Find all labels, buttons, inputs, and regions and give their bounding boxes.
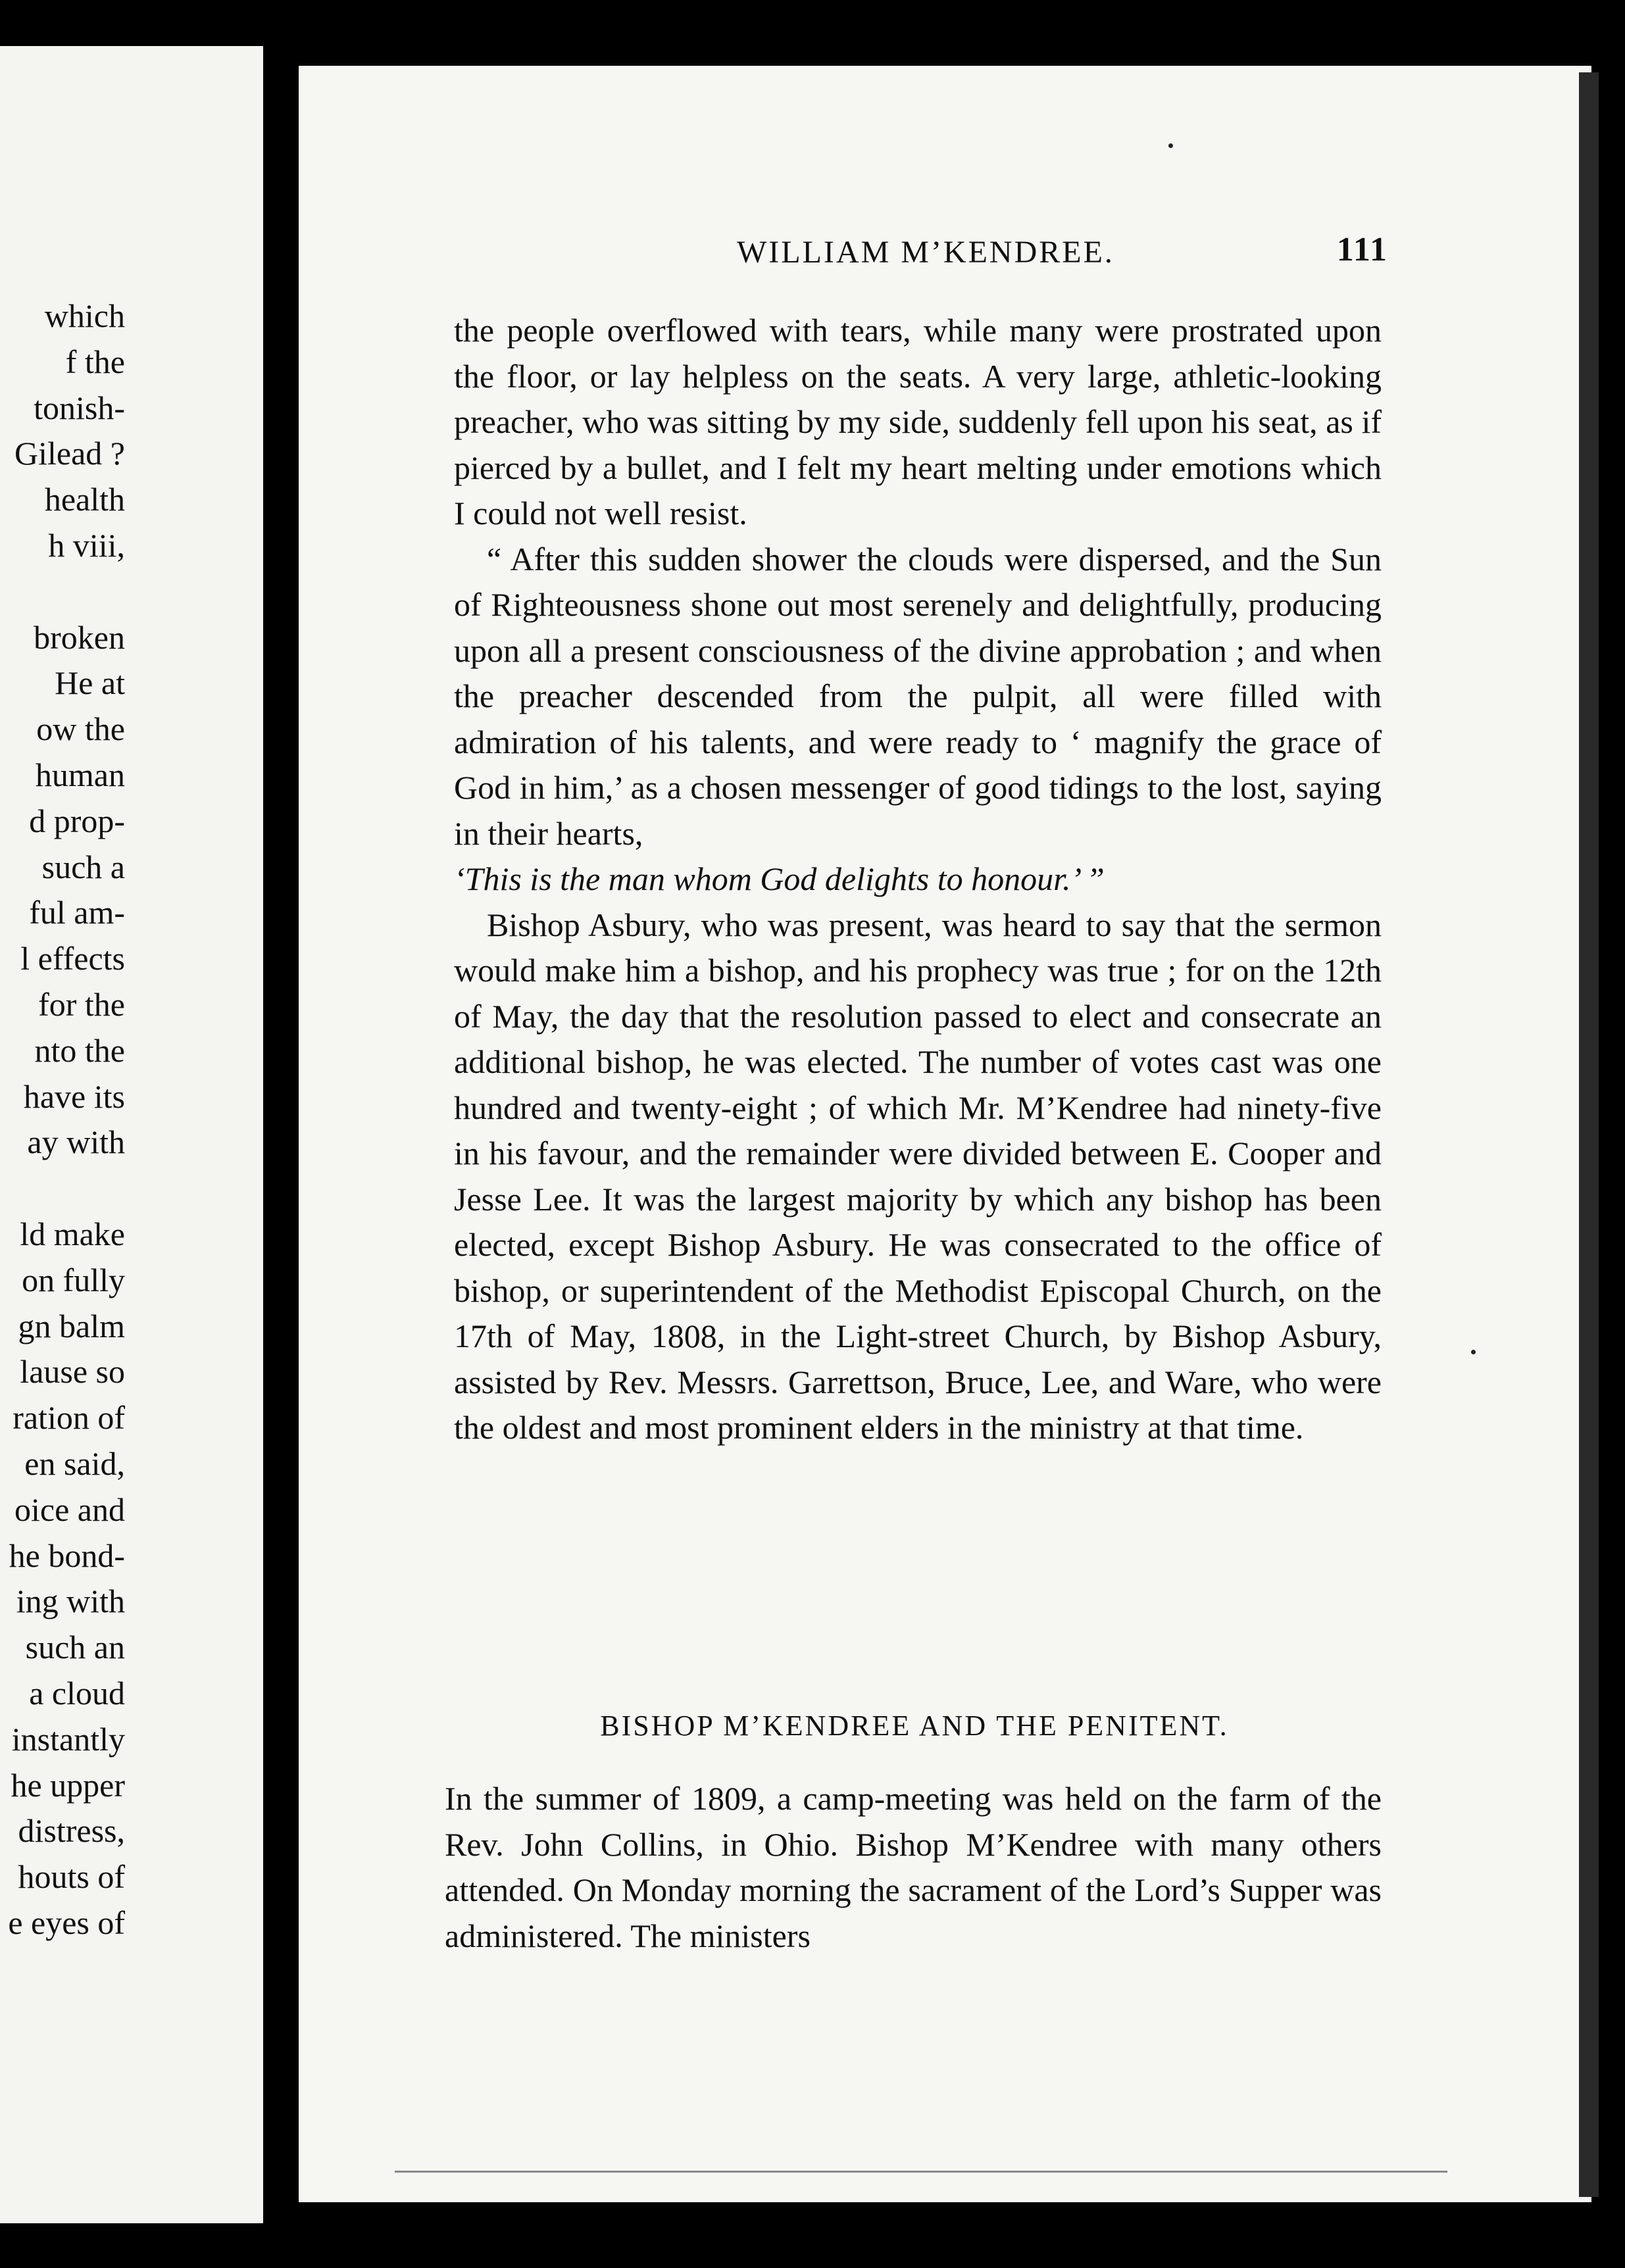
facing-page-text-fragments <box>0 293 125 1946</box>
facing-page-line: a cloud <box>29 1674 125 1712</box>
facing-page-line: d prop- <box>29 802 125 839</box>
facing-page-line: h viii, <box>48 526 125 564</box>
facing-page-line: ay with <box>27 1123 125 1161</box>
section-heading: BISHOP M’KENDREE AND THE PENITENT. <box>600 1710 1229 1742</box>
facing-page-left <box>0 46 263 2223</box>
paragraph-election: Bishop Asbury, who was present, was heard to say that the sermon would make him a bishop, and his prophecy was true ; for on the 12th of May, the day that the resolution passed to elect and consecrate an additional bishop, he was elected. The number of votes cast was one hundred and twenty-eight ; of which Mr. M’Kendree had ninety-five in his favour, and the remainder were divided between E. Cooper and Jesse Lee. It was the largest majority by which any bishop has been elected, except Bishop Asbury. He was consecrated to the office of bishop, or superintendent of the Methodist Episcopal Church, on the 17th of May, 1808, in the Light-street Church, by Bishop Asbury, assisted by Rev. Messrs. Garrettson, Bruce, Lee, and Ware, who were the oldest and most prominent elders in the ministry at that time. <box>454 906 1382 1446</box>
facing-page-line: broken <box>34 618 125 656</box>
facing-page-line: l effects <box>20 940 125 977</box>
running-title: WILLIAM M’KENDREE. <box>737 235 1114 270</box>
book-gutter <box>263 0 299 2268</box>
paragraph-continued: the people overflowed with tears, while many were prostrated upon the floor, or lay helpless on the seats. A very large, athletic-looking preacher, who was sitting by my side, suddenly fell upon his seat, as if pierced by a bullet, and I felt my heart melting under emotions which I could not well resist. <box>454 312 1382 531</box>
facing-page-line: for the <box>38 985 125 1023</box>
facing-page-line: instantly <box>11 1720 125 1758</box>
facing-page-line: ful am- <box>29 894 125 931</box>
page-edge-shadow <box>1579 72 1599 2197</box>
facing-page-line <box>0 1166 125 1212</box>
facing-page-line: He at <box>55 664 125 702</box>
facing-page-line: f the <box>65 343 125 380</box>
facing-page-line: have its <box>23 1077 125 1115</box>
print-speck <box>1471 1350 1476 1354</box>
facing-page-line: e eyes of <box>8 1904 125 1941</box>
facing-page-line: ld make <box>20 1215 125 1252</box>
facing-page-line: Gilead ? <box>14 435 125 472</box>
facing-page-line: ow the <box>36 710 125 748</box>
facing-page-line: health <box>44 481 125 518</box>
facing-page-line: houts of <box>18 1858 125 1896</box>
facing-page-line: human <box>35 756 125 793</box>
quotation-closing-italic: ‘This is the man whom God delights to honour.’ ” <box>454 860 1105 897</box>
facing-page-line: oice and <box>14 1491 125 1528</box>
print-speck <box>1168 143 1173 148</box>
facing-page-line: which <box>44 297 125 334</box>
facing-page-line: en said, <box>24 1444 125 1482</box>
section-text <box>445 1776 1382 1959</box>
facing-page-line: tonish- <box>34 389 125 426</box>
facing-page-line: such a <box>41 848 125 885</box>
facing-page-line: gn balm <box>18 1307 125 1344</box>
facing-page-line: nto the <box>34 1031 125 1069</box>
facing-page-line: he bond- <box>9 1537 125 1574</box>
facing-page-line: ration of <box>12 1399 125 1437</box>
facing-page-line: distress, <box>18 1812 125 1850</box>
facing-page-line: ing with <box>16 1583 125 1620</box>
facing-page-line: such an <box>25 1629 125 1666</box>
body-text <box>454 308 1382 1451</box>
quotation-text: “ After this sudden shower the clouds were dispersed, and the Sun of Righteousness shone out most serenely and delightfully, producing upon all a present consciousness of the divine approbation ; and when the preacher descended from the pulpit, all were filled with admiration of his talents, and were ready to ‘ magnify the grace of God in him,’ as a chosen messenger of good tidings to the lost, saying in their hearts, <box>454 540 1382 852</box>
facing-page-line: lause so <box>20 1353 125 1391</box>
facing-page-line <box>0 569 125 615</box>
page-bottom-edge <box>395 2171 1447 2173</box>
facing-page-line: on fully <box>22 1261 125 1298</box>
facing-page-line: he upper <box>11 1766 125 1804</box>
paragraph-quotation <box>454 537 1382 902</box>
section-paragraph: In the summer of 1809, a camp-meeting was held on the farm of the Rev. John Collins, in Ohio. Bishop M’Kendree with many others attended. On Monday morning the sacrament of the Lord’s Supper was administered. The ministers <box>445 1780 1382 1954</box>
page-number: 111 <box>1336 231 1388 268</box>
